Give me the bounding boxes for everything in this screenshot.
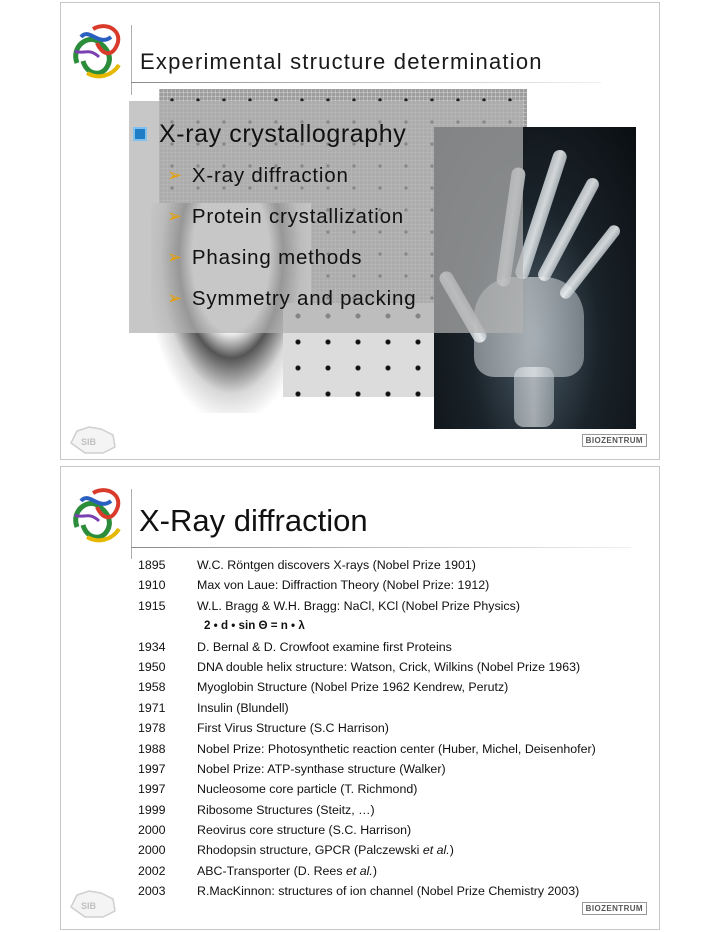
sub-bullet-item [133, 155, 416, 196]
timeline-year: 2002 [138, 863, 166, 878]
swiss-sib-logo-icon [67, 421, 119, 457]
timeline-event: W.L. Bragg & W.H. Bragg: NaCl, KCl (Nobel Prize Physics) [197, 598, 520, 613]
bragg-formula-text: 2 • d • sin Θ = n • λ [204, 619, 305, 633]
timeline-event: W.C. Röntgen discovers X-rays (Nobel Prize 1901) [197, 558, 476, 572]
timeline-year: 1999 [138, 802, 166, 817]
title-divider-horizontal [131, 82, 601, 83]
timeline-row [138, 820, 412, 840]
protein-ribbon-logo-icon [67, 481, 133, 549]
biozentrum-logo-icon: BIOZENTRUM [582, 902, 647, 915]
timeline-event: Myoglobin Structure (Nobel Prize 1962 Kendrew, Perutz) [197, 680, 509, 695]
sib-logo-text: SIB [81, 437, 97, 447]
arrow-bullet-icon: ➢ [167, 288, 183, 308]
main-bullet-item [133, 113, 416, 155]
timeline-row [138, 759, 446, 779]
timeline-row [138, 637, 452, 657]
timeline-row [138, 698, 305, 718]
timeline-event: Nucleosome core particle (T. Richmond) [197, 782, 418, 797]
timeline-row [138, 800, 375, 820]
et-al-text: et al. [345, 863, 373, 878]
timeline-row [138, 555, 476, 575]
timeline-row [138, 881, 580, 901]
bragg-formula [138, 616, 305, 636]
main-bullet-label: X-ray crystallography [159, 119, 407, 148]
timeline-year: 2003 [138, 884, 166, 899]
sub-bullet-item [133, 196, 416, 237]
timeline-event: DNA double helix structure: Watson, Crick, Wilkins (Nobel Prize 1963) [197, 659, 581, 674]
timeline-event: Reovirus core structure (S.C. Harrison) [197, 823, 412, 838]
timeline-row [138, 779, 418, 799]
timeline-year: 1997 [138, 782, 166, 797]
timeline-event: First Virus Structure (S.C Harrison) [197, 721, 389, 736]
timeline [138, 555, 596, 902]
sub-bullet-item [133, 237, 416, 278]
event-text: Rhodopsin structure, GPCR (Palczewski [197, 843, 423, 858]
timeline-year: 1958 [138, 680, 166, 695]
timeline-year: 1978 [138, 721, 166, 736]
timeline-event: R.MacKinnon: structures of ion channel (Nobel Prize Chemistry 2003) [197, 884, 580, 899]
timeline-event: Max von Laue: Diffraction Theory (Nobel Prize: 1912) [197, 578, 490, 593]
timeline-year: 1895 [138, 558, 166, 572]
sub-bullet-label: Symmetry and packing [191, 286, 417, 310]
timeline-year: 1988 [138, 741, 166, 756]
title-divider-vertical [131, 25, 132, 95]
slide-1-title: Experimental structure determination [140, 49, 543, 74]
timeline-event [197, 843, 454, 857]
timeline-row [138, 575, 490, 595]
et-al-text: et al. [422, 843, 450, 858]
bullet-list [133, 113, 416, 319]
timeline-year: 1915 [138, 598, 166, 613]
timeline-event: Ribosome Structures (Steitz, …) [197, 802, 375, 817]
timeline-year: 1950 [138, 659, 166, 674]
arrow-bullet-icon: ➢ [167, 206, 183, 226]
timeline-event [197, 864, 377, 878]
timeline-year: 1934 [138, 639, 166, 654]
protein-ribbon-logo-icon [67, 17, 133, 85]
slide-1 [60, 2, 660, 460]
timeline-event: Nobel Prize: Photosynthetic reaction center (Huber, Michel, Deisenhofer) [197, 741, 596, 756]
event-text: ABC-Transporter (D. Rees [197, 863, 346, 878]
timeline-row [138, 718, 389, 738]
timeline-year: 2000 [138, 843, 166, 858]
timeline-event: Insulin (Blundell) [197, 700, 289, 715]
slide-2-title: X-Ray diffraction [139, 503, 368, 538]
sub-bullet-label: Protein crystallization [191, 204, 404, 228]
title-divider-horizontal [131, 547, 631, 548]
timeline-year: 1971 [138, 700, 166, 715]
timeline-event: D. Bernal & D. Crowfoot examine first Proteins [197, 639, 452, 654]
title-divider-vertical [131, 489, 132, 559]
square-bullet-icon [133, 127, 147, 141]
timeline-row [138, 739, 596, 759]
sib-logo-text: SIB [81, 901, 97, 911]
biozentrum-logo-icon: BIOZENTRUM [582, 434, 647, 447]
timeline-row [138, 677, 509, 697]
sub-bullet-item [133, 278, 416, 319]
timeline-year: 2000 [138, 823, 166, 838]
timeline-row [138, 657, 581, 677]
sub-bullet-label: Phasing methods [191, 245, 363, 269]
swiss-sib-logo-icon [67, 885, 119, 921]
event-close-paren: ) [372, 863, 377, 878]
timeline-year: 1910 [138, 578, 166, 593]
slide-2 [60, 466, 660, 930]
arrow-bullet-icon: ➢ [167, 165, 183, 185]
timeline-year: 1997 [138, 761, 166, 776]
timeline-row [138, 840, 454, 860]
event-close-paren: ) [449, 843, 454, 858]
arrow-bullet-icon: ➢ [167, 247, 183, 267]
timeline-row [138, 596, 520, 616]
sub-bullet-label: X-ray diffraction [191, 163, 349, 187]
timeline-row [138, 861, 377, 881]
timeline-event: Nobel Prize: ATP-synthase structure (Walker) [197, 761, 446, 776]
